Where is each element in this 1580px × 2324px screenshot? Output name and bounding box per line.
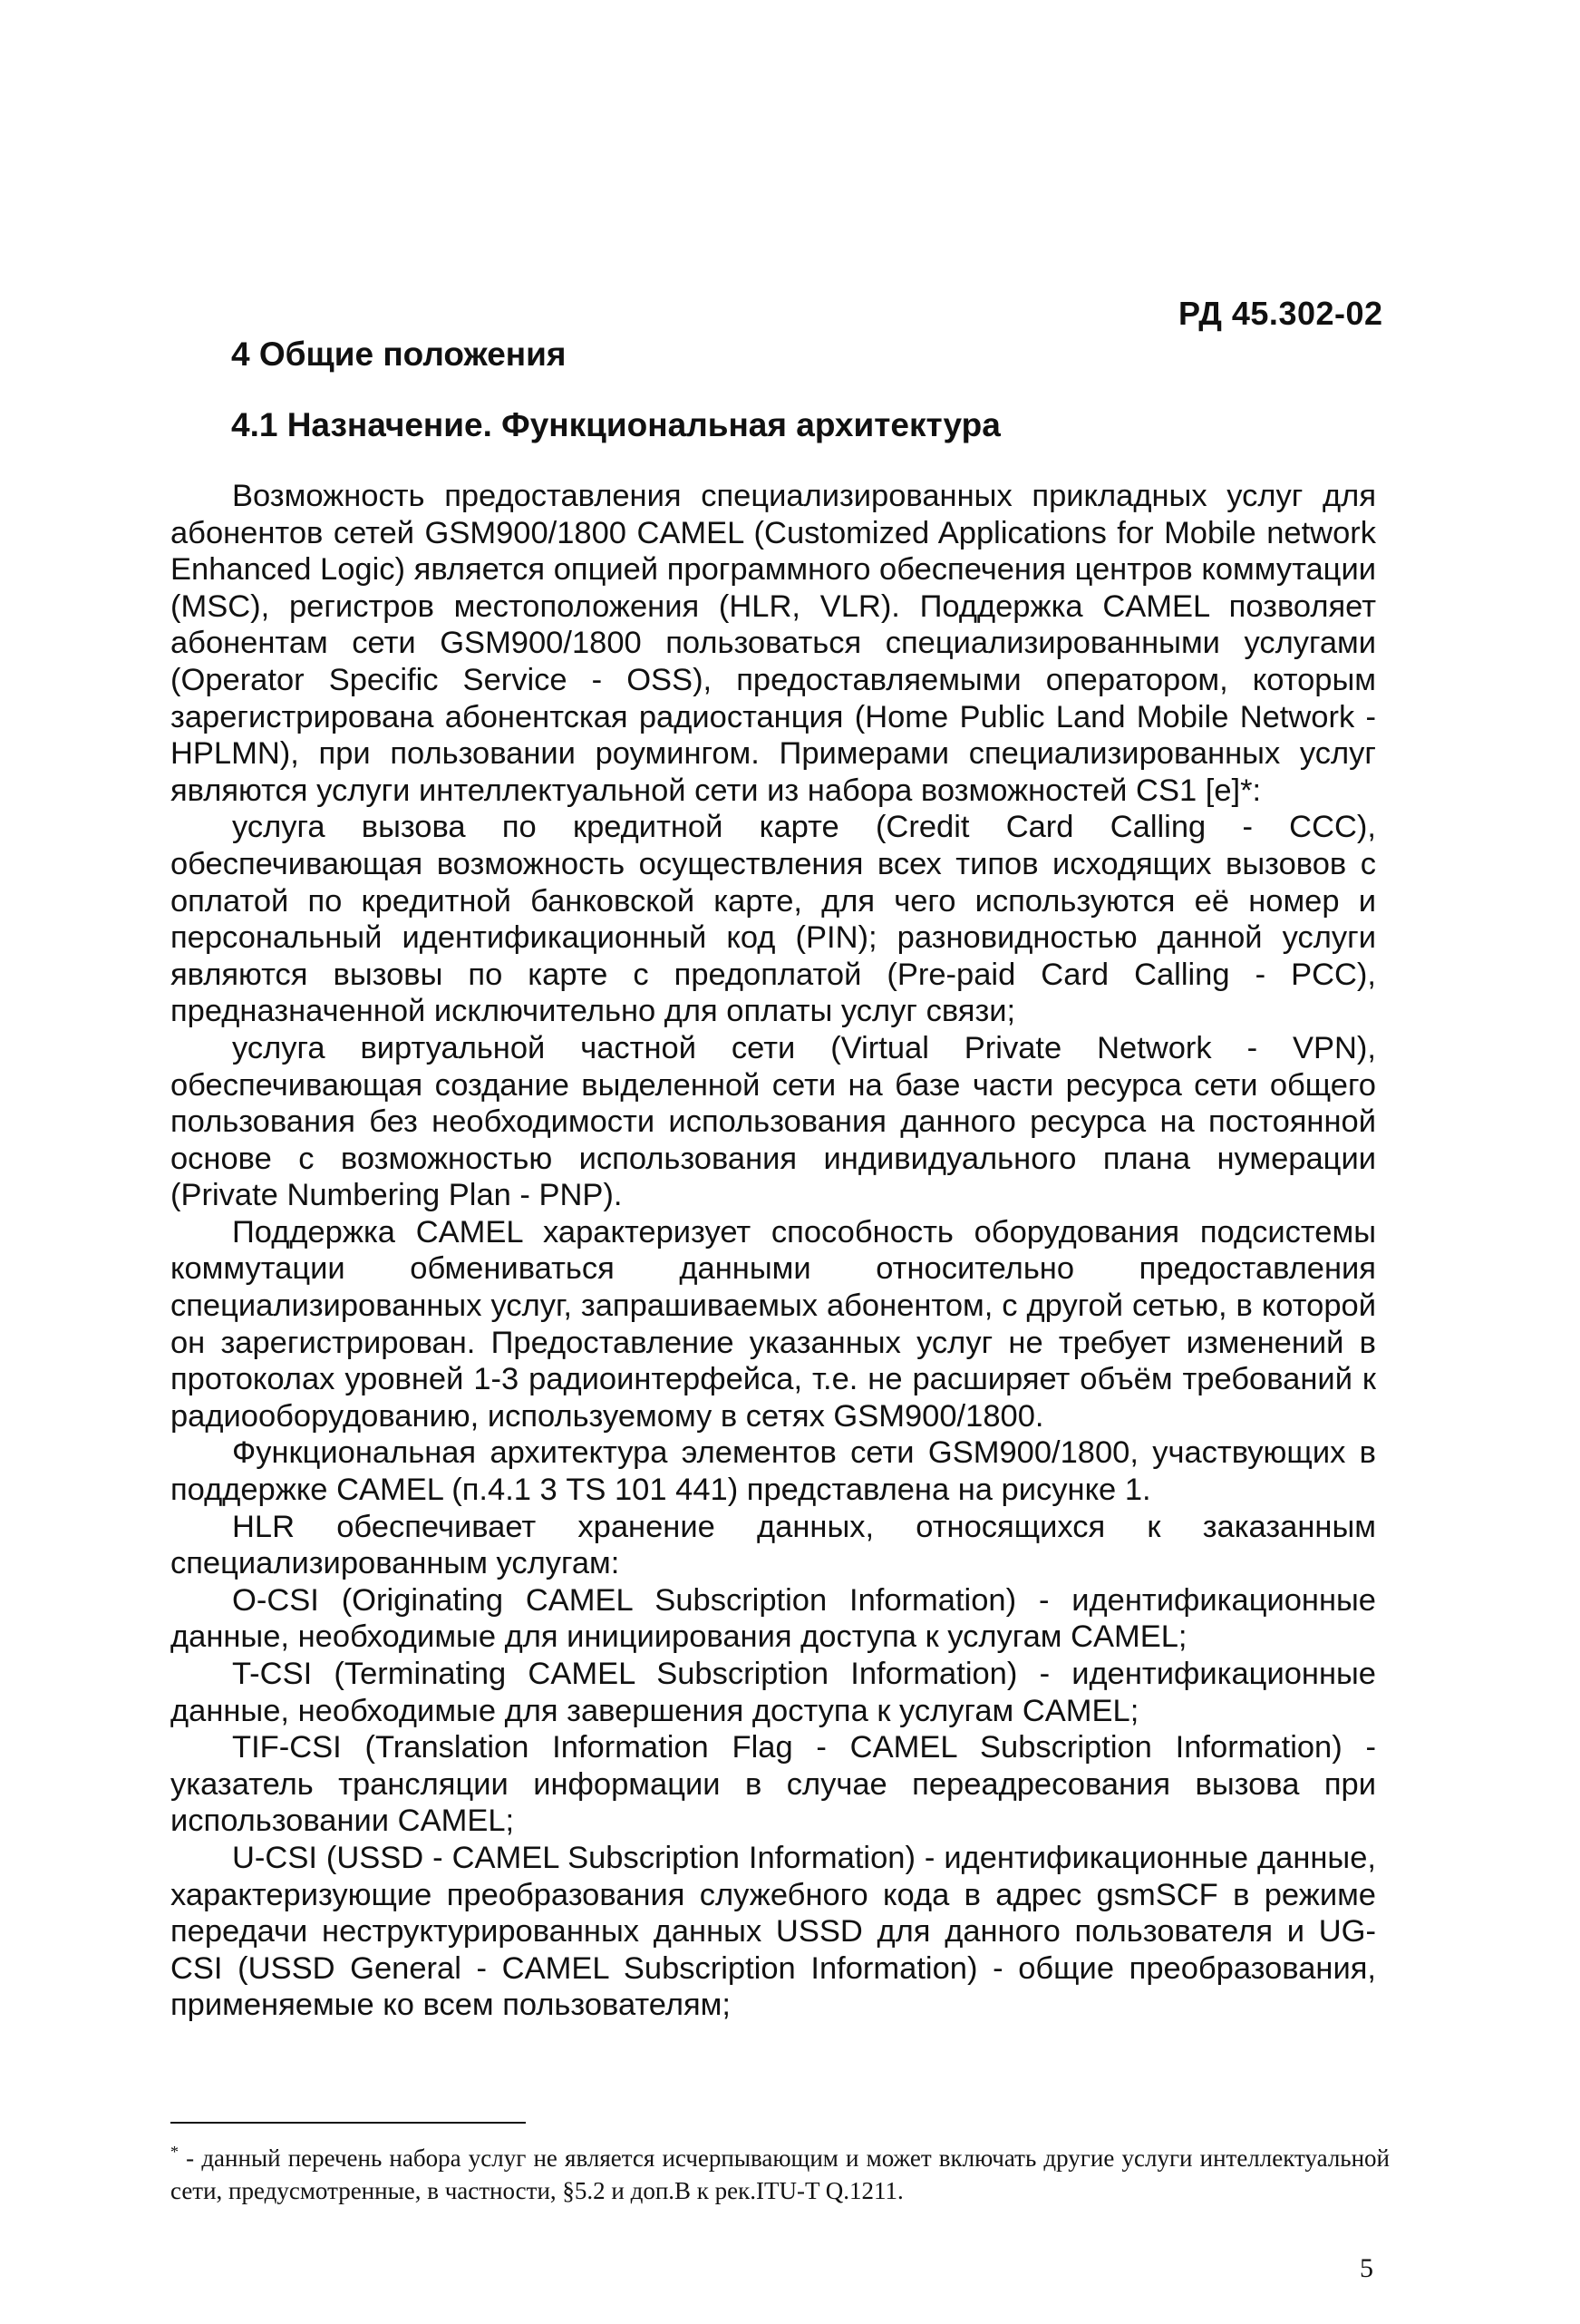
paragraph-camel-support: Поддержка CAMEL характеризует способность оборудования подсистемы коммутации обмениваться данными относительно предоставления специализированных услуг, запрашиваемых абонентом, с другой сетью, в которой он зарегистрирован. Предоставление указанных услуг не требует изменений в протоколах уровней 1-3 радиоинтерфейса, т.е. не расширяет объём требований к радиооборудованию, используемому в сетях GSM900/1800.	[170, 1214, 1376, 1434]
document-code: РД 45.302-02	[1178, 295, 1383, 332]
footnote-marker: *	[170, 2143, 179, 2161]
section-title: 4 Общие положения	[231, 335, 567, 373]
paragraph-u-csi: U-CSI (USSD - CAMEL Subscription Information) - идентификационные данные, характеризующие преобразования служебного кода в адрес gsmSCF в режиме передачи неструктурированных данных USSD для данного пользователя и UG-CSI (USSD General - CAMEL Subscription Information) - общие преобразования, применяемые ко всем пользователям;	[170, 1840, 1376, 2023]
footnote-text: - данный перечень набора услуг не является исчерпывающим и может включать другие услуги интеллектуальной сети, предусмотренные, в частности, §5.2 и доп.В к рек.ITU-T Q.1211.	[170, 2144, 1390, 2204]
page-number: 5	[1360, 2253, 1373, 2283]
paragraph-ccc-service: услуга вызова по кредитной карте (Credit Card Calling - CCC), обеспечивающая возможность осуществления всех типов исходящих вызовов с оплатой по кредитной банковской карте, для чего используются её номер и персональный идентификационный код (PIN); разновидностью данной услуги являются вызовы по карте с предоплатой (Pre-paid Card Calling - PCC), предназначенной исключительно для оплаты услуг связи;	[170, 810, 1376, 1029]
paragraph-tif-csi: TIF-CSI (Translation Information Flag - CAMEL Subscription Information) - указатель трансляции информации в случае переадресования вызова при использовании CAMEL;	[170, 1730, 1376, 1839]
footnote	[170, 2135, 1390, 2207]
subsection-title: 4.1 Назначение. Функциональная архитектура	[231, 406, 1001, 443]
paragraph-hlr: HLR обеспечивает хранение данных, относящихся к заказанным специализированным услугам:	[170, 1509, 1376, 1581]
paragraph-vpn-service: услуга виртуальной частной сети (Virtual Private Network - VPN), обеспечивающая создание выделенной сети на базе части ресурса сети общего пользования без необходимости использования данного ресурса на постоянной основе с возможностью использования индивидуального плана нумерации (Private Numbering Plan - PNP).	[170, 1030, 1376, 1213]
paragraph-t-csi: T-CSI (Terminating CAMEL Subscription Information) - идентификационные данные, необходимые для завершения доступа к услугам CAMEL;	[170, 1657, 1376, 1728]
paragraph-intro: Возможность предоставления специализированных прикладных услуг для абонентов сетей GSM900/1800 CAMEL (Customized Applications for Mobile network Enhanced Logic) является опцией программного обеспечения центров коммутации (MSC), регистров местоположения (HLR, VLR). Поддержка CAMEL позволяет абонентам сети GSM900/1800 пользоваться специализированными услугами (Operator Specific Service - OSS), предоставляемыми оператором, которым зарегистрирована абонентская радиостанция (Home Public Land Mobile Network - HPLMN), при пользовании роумингом. Примерами специализированных услуг являются услуги интеллектуальной сети из набора возможностей CS1 [e]*:	[170, 479, 1376, 808]
paragraph-o-csi: O-CSI (Originating CAMEL Subscription Information) - идентификационные данные, необходимые для инициирования доступа к услугам CAMEL;	[170, 1582, 1376, 1655]
body-text	[170, 478, 1376, 2024]
paragraph-architecture: Функциональная архитектура элементов сети GSM900/1800, участвующих в поддержке CAMEL (п.4.1 3 TS 101 441) представлена на рисунке 1.	[170, 1435, 1376, 1508]
footnote-divider	[170, 2122, 526, 2124]
